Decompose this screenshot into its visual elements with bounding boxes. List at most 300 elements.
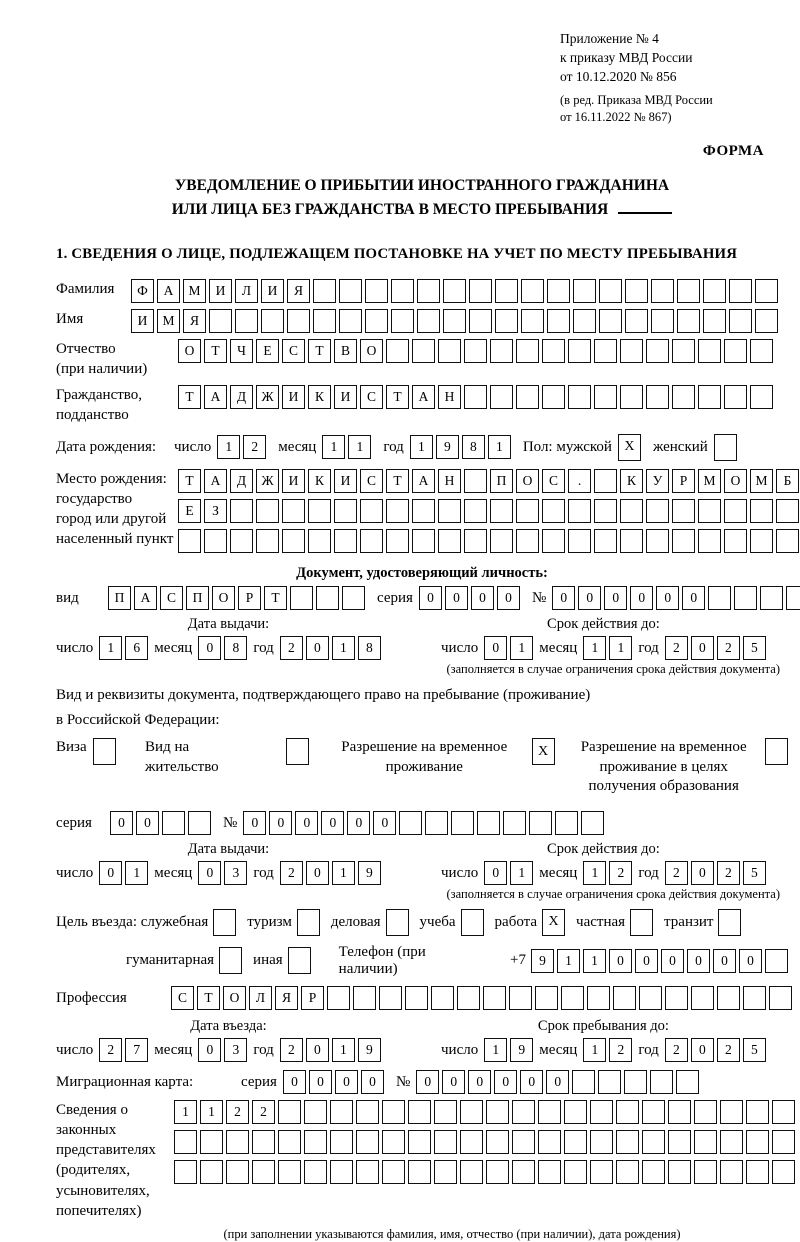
char-cell[interactable] [288,947,311,974]
char-cell[interactable]: 0 [682,586,705,610]
char-cell[interactable] [573,279,596,303]
char-cell[interactable]: И [282,469,305,493]
char-cell[interactable] [408,1130,431,1154]
char-cell[interactable] [776,529,799,553]
char-cell[interactable] [360,529,383,553]
char-cell[interactable] [438,529,461,553]
char-cell[interactable]: Я [275,986,298,1010]
char-cell[interactable] [356,1100,379,1124]
char-cell[interactable] [521,309,544,333]
char-cell[interactable]: А [134,586,157,610]
char-cell[interactable]: К [308,385,331,409]
char-cell[interactable] [464,339,487,363]
char-cell[interactable] [750,499,773,523]
char-cell[interactable]: М [698,469,721,493]
char-cell[interactable] [174,1160,197,1184]
char-cell[interactable] [483,986,506,1010]
char-cell[interactable] [490,339,513,363]
char-cell[interactable] [668,1130,691,1154]
char-cell[interactable] [330,1100,353,1124]
char-cell[interactable] [646,529,669,553]
char-cell[interactable]: 6 [125,636,148,660]
char-cell[interactable] [564,1100,587,1124]
char-cell[interactable] [646,385,669,409]
char-cell[interactable]: 8 [462,435,485,459]
char-cell[interactable] [486,1130,509,1154]
char-cell[interactable] [594,469,617,493]
char-cell[interactable] [425,811,448,835]
char-cell[interactable] [639,986,662,1010]
char-cell[interactable] [313,279,336,303]
char-cell[interactable] [226,1160,249,1184]
char-cell[interactable] [542,499,565,523]
char-cell[interactable] [624,1070,647,1094]
char-cell[interactable] [703,309,726,333]
char-cell[interactable] [750,529,773,553]
char-cell[interactable]: 1 [583,636,606,660]
char-cell[interactable]: 2 [280,1038,303,1062]
char-cell[interactable] [464,385,487,409]
char-cell[interactable]: 0 [361,1070,384,1094]
char-cell[interactable] [720,1100,743,1124]
char-cell[interactable] [286,738,309,765]
char-cell[interactable] [461,909,484,936]
char-cell[interactable] [443,279,466,303]
char-cell[interactable] [226,1130,249,1154]
char-cell[interactable]: Л [235,279,258,303]
char-cell[interactable] [230,529,253,553]
char-cell[interactable] [698,385,721,409]
char-cell[interactable]: Е [256,339,279,363]
char-cell[interactable]: Т [197,986,220,1010]
char-cell[interactable]: А [204,469,227,493]
char-cell[interactable] [594,385,617,409]
char-cell[interactable]: 0 [243,811,266,835]
char-cell[interactable] [308,499,331,523]
char-cell[interactable] [620,385,643,409]
char-cell[interactable] [694,1160,717,1184]
char-cell[interactable] [278,1100,301,1124]
char-cell[interactable] [542,339,565,363]
char-cell[interactable]: 1 [99,636,122,660]
char-cell[interactable] [668,1160,691,1184]
char-cell[interactable] [386,909,409,936]
char-cell[interactable] [382,1130,405,1154]
char-cell[interactable]: 0 [110,811,133,835]
char-cell[interactable]: Т [178,469,201,493]
char-cell[interactable]: 1 [348,435,371,459]
char-cell[interactable] [555,811,578,835]
char-cell[interactable] [213,909,236,936]
char-cell[interactable] [772,1100,795,1124]
char-cell[interactable]: 2 [99,1038,122,1062]
char-cell[interactable] [282,529,305,553]
char-cell[interactable]: 2 [252,1100,275,1124]
char-cell[interactable] [230,499,253,523]
char-cell[interactable]: В [334,339,357,363]
char-cell[interactable]: 0 [656,586,679,610]
char-cell[interactable]: 0 [306,636,329,660]
char-cell[interactable] [460,1160,483,1184]
char-cell[interactable] [568,529,591,553]
char-cell[interactable] [356,1160,379,1184]
char-cell[interactable]: С [282,339,305,363]
char-cell[interactable] [209,309,232,333]
char-cell[interactable] [720,1130,743,1154]
char-cell[interactable] [529,811,552,835]
char-cell[interactable]: 0 [416,1070,439,1094]
char-cell[interactable]: 1 [557,949,580,973]
char-cell[interactable] [776,499,799,523]
char-cell[interactable] [469,279,492,303]
char-cell[interactable]: И [334,469,357,493]
char-cell[interactable] [512,1100,535,1124]
char-cell[interactable]: 0 [687,949,710,973]
char-cell[interactable] [278,1160,301,1184]
char-cell[interactable]: 0 [468,1070,491,1094]
char-cell[interactable]: 0 [321,811,344,835]
char-cell[interactable]: А [412,469,435,493]
char-cell[interactable] [714,434,737,461]
char-cell[interactable] [278,1130,301,1154]
char-cell[interactable]: М [750,469,773,493]
char-cell[interactable] [708,586,731,610]
char-cell[interactable] [386,339,409,363]
char-cell[interactable] [568,385,591,409]
char-cell[interactable] [769,986,792,1010]
char-cell[interactable]: 0 [471,586,494,610]
char-cell[interactable] [469,309,492,333]
char-cell[interactable] [261,309,284,333]
char-cell[interactable] [174,1130,197,1154]
char-cell[interactable]: 0 [445,586,468,610]
char-cell[interactable]: Т [386,385,409,409]
char-cell[interactable] [460,1100,483,1124]
char-cell[interactable]: 2 [717,861,740,885]
char-cell[interactable] [760,586,783,610]
char-cell[interactable]: 3 [224,861,247,885]
char-cell[interactable] [391,309,414,333]
char-cell[interactable] [620,529,643,553]
char-cell[interactable]: 0 [552,586,575,610]
char-cell[interactable]: 9 [531,949,554,973]
char-cell[interactable]: 2 [665,1038,688,1062]
char-cell[interactable]: X [532,738,555,765]
char-cell[interactable]: 2 [717,636,740,660]
char-cell[interactable] [490,499,513,523]
char-cell[interactable] [746,1160,769,1184]
char-cell[interactable]: 0 [306,861,329,885]
char-cell[interactable]: П [186,586,209,610]
char-cell[interactable] [677,279,700,303]
char-cell[interactable]: 0 [306,1038,329,1062]
char-cell[interactable]: 0 [99,861,122,885]
char-cell[interactable]: 1 [510,636,533,660]
char-cell[interactable]: Ж [256,385,279,409]
char-cell[interactable] [464,469,487,493]
char-cell[interactable]: П [108,586,131,610]
char-cell[interactable]: 0 [136,811,159,835]
char-cell[interactable]: 1 [410,435,433,459]
char-cell[interactable]: М [157,309,180,333]
char-cell[interactable]: 9 [436,435,459,459]
char-cell[interactable] [486,1160,509,1184]
char-cell[interactable] [755,309,778,333]
char-cell[interactable] [746,1100,769,1124]
char-cell[interactable]: 1 [332,1038,355,1062]
char-cell[interactable] [438,499,461,523]
char-cell[interactable] [417,309,440,333]
char-cell[interactable] [620,499,643,523]
char-cell[interactable] [642,1100,665,1124]
char-cell[interactable] [297,909,320,936]
char-cell[interactable]: Я [287,279,310,303]
char-cell[interactable] [547,309,570,333]
char-cell[interactable] [316,586,339,610]
char-cell[interactable] [538,1100,561,1124]
char-cell[interactable] [256,499,279,523]
char-cell[interactable]: 1 [174,1100,197,1124]
char-cell[interactable] [765,738,788,765]
char-cell[interactable]: 1 [332,861,355,885]
char-cell[interactable] [698,499,721,523]
char-cell[interactable] [677,309,700,333]
char-cell[interactable]: Р [301,986,324,1010]
char-cell[interactable] [334,499,357,523]
char-cell[interactable]: 1 [510,861,533,885]
char-cell[interactable] [642,1160,665,1184]
char-cell[interactable]: Ч [230,339,253,363]
char-cell[interactable] [412,529,435,553]
char-cell[interactable] [746,1130,769,1154]
char-cell[interactable] [365,309,388,333]
char-cell[interactable]: 2 [665,861,688,885]
char-cell[interactable]: И [209,279,232,303]
char-cell[interactable]: 0 [691,861,714,885]
char-cell[interactable] [594,499,617,523]
char-cell[interactable] [538,1130,561,1154]
char-cell[interactable] [698,339,721,363]
char-cell[interactable] [204,529,227,553]
char-cell[interactable]: 0 [497,586,520,610]
char-cell[interactable] [594,529,617,553]
char-cell[interactable]: О [360,339,383,363]
char-cell[interactable] [443,309,466,333]
char-cell[interactable] [495,309,518,333]
char-cell[interactable] [568,339,591,363]
char-cell[interactable]: 0 [419,586,442,610]
char-cell[interactable] [457,986,480,1010]
char-cell[interactable]: 8 [358,636,381,660]
char-cell[interactable]: 0 [691,1038,714,1062]
char-cell[interactable]: 2 [717,1038,740,1062]
char-cell[interactable] [590,1160,613,1184]
char-cell[interactable]: 9 [510,1038,533,1062]
char-cell[interactable] [535,986,558,1010]
char-cell[interactable] [353,986,376,1010]
char-cell[interactable] [646,499,669,523]
char-cell[interactable]: 0 [309,1070,332,1094]
char-cell[interactable] [590,1100,613,1124]
char-cell[interactable] [755,279,778,303]
char-cell[interactable]: 0 [484,636,507,660]
char-cell[interactable] [282,499,305,523]
char-cell[interactable]: К [620,469,643,493]
char-cell[interactable]: 0 [198,1038,221,1062]
char-cell[interactable]: О [178,339,201,363]
char-cell[interactable]: У [646,469,669,493]
char-cell[interactable] [572,1070,595,1094]
char-cell[interactable]: 0 [546,1070,569,1094]
char-cell[interactable] [417,279,440,303]
char-cell[interactable]: С [171,986,194,1010]
char-cell[interactable] [391,279,414,303]
char-cell[interactable] [464,499,487,523]
char-cell[interactable] [304,1130,327,1154]
char-cell[interactable]: Н [438,385,461,409]
char-cell[interactable] [486,1100,509,1124]
char-cell[interactable] [642,1130,665,1154]
char-cell[interactable] [599,279,622,303]
char-cell[interactable]: 0 [198,861,221,885]
char-cell[interactable]: С [542,469,565,493]
char-cell[interactable] [729,279,752,303]
char-cell[interactable] [734,586,757,610]
char-cell[interactable] [379,986,402,1010]
char-cell[interactable] [304,1160,327,1184]
char-cell[interactable]: 8 [224,636,247,660]
char-cell[interactable] [630,909,653,936]
char-cell[interactable]: 2 [609,861,632,885]
char-cell[interactable] [625,279,648,303]
char-cell[interactable] [729,309,752,333]
char-cell[interactable]: 0 [283,1070,306,1094]
char-cell[interactable] [434,1160,457,1184]
char-cell[interactable] [464,529,487,553]
char-cell[interactable]: 0 [578,586,601,610]
char-cell[interactable] [495,279,518,303]
char-cell[interactable]: 1 [609,636,632,660]
char-cell[interactable] [564,1130,587,1154]
char-cell[interactable]: 3 [224,1038,247,1062]
char-cell[interactable]: Т [386,469,409,493]
char-cell[interactable]: М [183,279,206,303]
char-cell[interactable]: 0 [198,636,221,660]
char-cell[interactable] [93,738,116,765]
char-cell[interactable]: 2 [226,1100,249,1124]
char-cell[interactable] [581,811,604,835]
char-cell[interactable]: 1 [322,435,345,459]
char-cell[interactable] [561,986,584,1010]
char-cell[interactable] [724,339,747,363]
char-cell[interactable]: И [261,279,284,303]
char-cell[interactable] [564,1160,587,1184]
char-cell[interactable] [334,529,357,553]
char-cell[interactable]: 1 [200,1100,223,1124]
char-cell[interactable]: 1 [484,1038,507,1062]
char-cell[interactable] [219,947,242,974]
char-cell[interactable]: О [212,586,235,610]
char-cell[interactable] [750,339,773,363]
char-cell[interactable]: 1 [583,861,606,885]
char-cell[interactable] [313,309,336,333]
char-cell[interactable] [765,949,788,973]
char-cell[interactable] [200,1160,223,1184]
char-cell[interactable]: 0 [295,811,318,835]
char-cell[interactable] [490,385,513,409]
char-cell[interactable]: . [568,469,591,493]
char-cell[interactable] [625,309,648,333]
char-cell[interactable]: И [131,309,154,333]
char-cell[interactable]: 0 [691,636,714,660]
char-cell[interactable]: 0 [335,1070,358,1094]
char-cell[interactable] [516,499,539,523]
char-cell[interactable] [365,279,388,303]
char-cell[interactable] [339,279,362,303]
char-cell[interactable]: 0 [604,586,627,610]
char-cell[interactable]: С [160,586,183,610]
char-cell[interactable]: Т [264,586,287,610]
char-cell[interactable] [386,529,409,553]
char-cell[interactable] [162,811,185,835]
char-cell[interactable] [694,1100,717,1124]
char-cell[interactable] [434,1130,457,1154]
char-cell[interactable]: 1 [125,861,148,885]
char-cell[interactable]: Р [238,586,261,610]
char-cell[interactable]: Д [230,385,253,409]
char-cell[interactable]: Б [776,469,799,493]
char-cell[interactable]: Н [438,469,461,493]
char-cell[interactable]: Т [178,385,201,409]
char-cell[interactable]: 2 [665,636,688,660]
char-cell[interactable] [720,1160,743,1184]
char-cell[interactable] [616,1130,639,1154]
char-cell[interactable] [399,811,422,835]
char-cell[interactable] [547,279,570,303]
char-cell[interactable] [573,309,596,333]
char-cell[interactable]: П [490,469,513,493]
char-cell[interactable] [512,1160,535,1184]
char-cell[interactable] [339,309,362,333]
char-cell[interactable]: 1 [332,636,355,660]
char-cell[interactable]: X [618,434,641,461]
char-cell[interactable] [308,529,331,553]
char-cell[interactable] [200,1130,223,1154]
char-cell[interactable]: 5 [743,636,766,660]
char-cell[interactable] [412,339,435,363]
char-cell[interactable] [703,279,726,303]
char-cell[interactable] [330,1130,353,1154]
char-cell[interactable] [672,385,695,409]
char-cell[interactable] [327,986,350,1010]
char-cell[interactable] [646,339,669,363]
char-cell[interactable]: 1 [583,1038,606,1062]
char-cell[interactable]: О [223,986,246,1010]
char-cell[interactable] [694,1130,717,1154]
char-cell[interactable] [651,279,674,303]
char-cell[interactable] [772,1130,795,1154]
char-cell[interactable]: С [360,469,383,493]
char-cell[interactable] [509,986,532,1010]
char-cell[interactable]: З [204,499,227,523]
char-cell[interactable]: 0 [713,949,736,973]
char-cell[interactable] [360,499,383,523]
char-cell[interactable] [668,1100,691,1124]
char-cell[interactable] [542,385,565,409]
char-cell[interactable] [516,339,539,363]
char-cell[interactable] [587,986,610,1010]
char-cell[interactable]: 0 [739,949,762,973]
